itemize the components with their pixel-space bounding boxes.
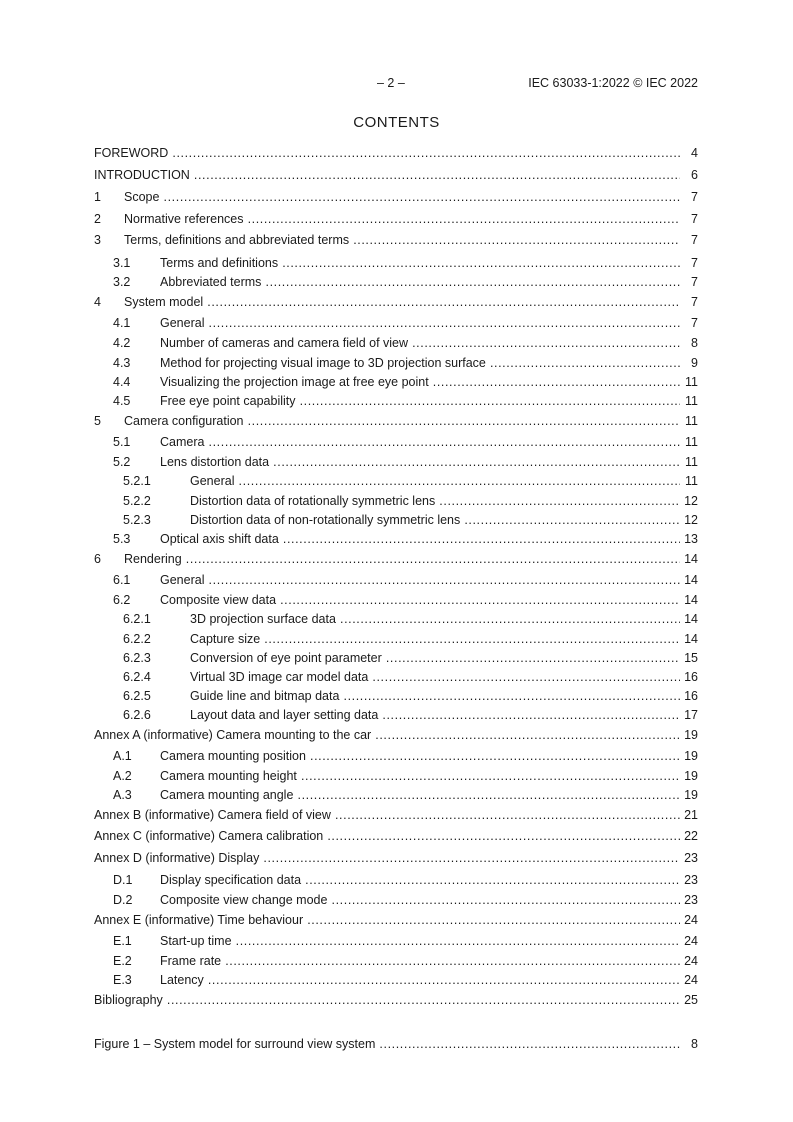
toc-entry[interactable] [94, 631, 698, 647]
toc-entry-label: Conversion of eye point parameter [190, 651, 382, 665]
toc-entry[interactable] [94, 189, 698, 205]
toc-entry-page: 11 [685, 455, 698, 469]
toc-entry-label: Camera [160, 435, 205, 449]
toc-entry-label: Camera mounting height [160, 769, 297, 783]
toc-entry-number: 2 [94, 212, 101, 226]
toc-entry-label: Camera configuration [124, 414, 244, 428]
toc-entry-label: Composite view change mode [160, 893, 328, 907]
toc-entry-leader [190, 707, 680, 723]
toc-entry-label: Method for projecting visual image to 3D projection surface [160, 356, 486, 370]
toc-entry-page: 19 [684, 728, 698, 742]
toc-entry-leader [160, 335, 680, 351]
toc-entry-page: 9 [691, 356, 698, 370]
toc-entry-leader [160, 393, 680, 409]
toc-entry[interactable] [94, 355, 698, 371]
toc-entry-page: 14 [684, 632, 698, 646]
toc-entry[interactable] [94, 167, 698, 183]
toc-entry-page: 8 [691, 336, 698, 350]
figure-list-entry[interactable] [94, 1036, 698, 1052]
toc-entry-page: 14 [684, 612, 698, 626]
toc-entry-leader [160, 872, 680, 888]
toc-entry[interactable] [94, 211, 698, 227]
toc-entry-page: 19 [684, 749, 698, 763]
toc-entry-number: D.2 [113, 893, 133, 907]
toc-entry-number: 5.3 [113, 532, 131, 546]
toc-entry-label: Scope [124, 190, 160, 204]
toc-entry[interactable] [94, 374, 698, 390]
toc-entry-number: 6.2.2 [123, 632, 151, 646]
toc-entry[interactable] [94, 531, 698, 547]
toc-entry[interactable] [94, 669, 698, 685]
toc-entry-leader [160, 355, 680, 371]
toc-entry-page: 24 [684, 954, 698, 968]
toc-entry-leader [160, 748, 680, 764]
toc-entry[interactable] [94, 145, 698, 161]
toc-entry-leader [160, 768, 680, 784]
toc-entry-number: 5.2 [113, 455, 131, 469]
toc-entry-number: 5 [94, 414, 101, 428]
toc-entry-page: 14 [684, 573, 698, 587]
toc-entry-leader [160, 315, 680, 331]
toc-entry-leader [94, 1036, 680, 1052]
toc-entry-page: 4 [691, 146, 698, 160]
toc-entry[interactable] [94, 434, 698, 450]
toc-entry-leader [94, 145, 680, 161]
toc-entry-number: 5.2.1 [123, 474, 151, 488]
toc-entry[interactable] [94, 335, 698, 351]
toc-entry-page: 7 [691, 233, 698, 247]
toc-entry-page: 16 [684, 689, 698, 703]
toc-entry[interactable] [94, 972, 698, 988]
toc-entry[interactable] [94, 872, 698, 888]
toc-entry[interactable] [94, 551, 698, 567]
toc-entry-leader [124, 294, 680, 310]
toc-entry-label: Bibliography [94, 993, 163, 1007]
toc-entry[interactable] [94, 572, 698, 588]
toc-entry-page: 7 [691, 212, 698, 226]
toc-entry-number: 6.2.1 [123, 612, 151, 626]
page-number: – 2 – [377, 76, 405, 90]
toc-entry[interactable] [94, 787, 698, 803]
toc-entry-label: Abbreviated terms [160, 275, 262, 289]
toc-entry-leader [94, 828, 680, 844]
toc-entry-page: 8 [691, 1037, 698, 1051]
toc-entry-label: Rendering [124, 552, 182, 566]
toc-entry-label: INTRODUCTION [94, 168, 190, 182]
toc-entry[interactable] [94, 592, 698, 608]
toc-entry-label: Normative references [124, 212, 244, 226]
toc-entry[interactable] [94, 992, 698, 1008]
toc-entry-label: 3D projection surface data [190, 612, 336, 626]
toc-entry-page: 17 [684, 708, 698, 722]
toc-entry[interactable] [94, 828, 698, 844]
toc-entry-label: FOREWORD [94, 146, 169, 160]
toc-entry-page: 23 [684, 893, 698, 907]
toc-entry-leader [124, 551, 680, 567]
toc-entry-page: 19 [684, 769, 698, 783]
toc-entry-page: 11 [685, 474, 698, 488]
toc-entry-label: Virtual 3D image car model data [190, 670, 369, 684]
toc-entry-leader [160, 274, 680, 290]
toc-entry-number: 6.1 [113, 573, 131, 587]
toc-entry-label: General [160, 316, 205, 330]
toc-entry-page: 12 [684, 513, 698, 527]
toc-entry-number: 4.5 [113, 394, 131, 408]
toc-entry-page: 7 [691, 316, 698, 330]
toc-entry-label: Latency [160, 973, 204, 987]
toc-entry[interactable] [94, 688, 698, 704]
toc-entry-page: 7 [691, 275, 698, 289]
toc-entry-leader [190, 688, 680, 704]
toc-entry-label: Camera mounting angle [160, 788, 294, 802]
toc-entry-leader [94, 992, 680, 1008]
toc-entry-number: E.1 [113, 934, 132, 948]
toc-entry-leader [94, 727, 680, 743]
toc-entry[interactable] [94, 413, 698, 429]
toc-entry-number: 6 [94, 552, 101, 566]
toc-entry-leader [160, 255, 680, 271]
toc-entry-leader [190, 473, 680, 489]
toc-entry-page: 16 [684, 670, 698, 684]
toc-entry-leader [160, 892, 680, 908]
toc-entry[interactable] [94, 850, 698, 866]
toc-entry-label: Composite view data [160, 593, 277, 607]
toc-entry-number: D.1 [113, 873, 133, 887]
toc-entry-label: Terms, definitions and abbreviated terms [124, 233, 350, 247]
toc-entry-number: 3.1 [113, 256, 131, 270]
toc-entry-label: Display specification data [160, 873, 302, 887]
toc-entry[interactable] [94, 473, 698, 489]
toc-entry-number: 6.2.6 [123, 708, 151, 722]
toc-entry-page: 11 [685, 375, 698, 389]
toc-entry-leader [160, 531, 680, 547]
toc-entry-number: 4.2 [113, 336, 131, 350]
toc-entry[interactable] [94, 650, 698, 666]
toc-entry[interactable] [94, 315, 698, 331]
toc-entry-number: 4.3 [113, 356, 131, 370]
standard-reference: IEC 63033-1:2022 © IEC 2022 [528, 76, 698, 90]
toc-entry[interactable] [94, 807, 698, 823]
toc-entry-page: 23 [684, 851, 698, 865]
toc-entry-leader [124, 189, 680, 205]
toc-entry-label: Free eye point capability [160, 394, 296, 408]
toc-entry[interactable] [94, 611, 698, 627]
toc-entry-label: Lens distortion data [160, 455, 270, 469]
toc-entry[interactable] [94, 912, 698, 928]
toc-entry-label: Figure 1 – System model for surround view system [94, 1037, 376, 1051]
toc-entry-label: Layout data and layer setting data [190, 708, 379, 722]
toc-entry-number: 6.2.3 [123, 651, 151, 665]
toc-entry-label: Start-up time [160, 934, 232, 948]
toc-entry-page: 25 [684, 993, 698, 1007]
toc-entry-leader [190, 650, 680, 666]
toc-entry-label: Distortion data of non-rotationally symmetric lens [190, 513, 461, 527]
toc-entry[interactable] [94, 294, 698, 310]
toc-entry[interactable] [94, 512, 698, 528]
toc-entry-leader [160, 953, 680, 969]
toc-entry-number: 3 [94, 233, 101, 247]
toc-entry-number: E.2 [113, 954, 132, 968]
toc-entry-leader [160, 592, 680, 608]
toc-entry-label: Annex B (informative) Camera field of view [94, 808, 331, 822]
toc-entry[interactable] [94, 274, 698, 290]
toc-entry-leader [94, 807, 680, 823]
toc-entry-label: Frame rate [160, 954, 222, 968]
toc-entry-label: Number of cameras and camera field of view [160, 336, 409, 350]
toc-entry-leader [124, 413, 680, 429]
toc-entry[interactable] [94, 892, 698, 908]
toc-entry-leader [160, 972, 680, 988]
toc-entry-leader [160, 434, 680, 450]
toc-entry-label: Optical axis shift data [160, 532, 279, 546]
toc-entry-label: Capture size [190, 632, 261, 646]
toc-entry-page: 7 [691, 256, 698, 270]
contents-title: CONTENTS [353, 114, 440, 131]
toc-entry-page: 24 [684, 973, 698, 987]
toc-entry-page: 24 [684, 913, 698, 927]
toc-entry-leader [124, 232, 680, 248]
toc-entry[interactable] [94, 493, 698, 509]
toc-entry-number: E.3 [113, 973, 132, 987]
toc-entry-label: System model [124, 295, 204, 309]
toc-entry-page: 13 [684, 532, 698, 546]
toc-entry-page: 6 [691, 168, 698, 182]
toc-entry-leader [160, 933, 680, 949]
toc-entry[interactable] [94, 768, 698, 784]
toc-entry-number: 6.2 [113, 593, 131, 607]
toc-entry-page: 11 [685, 435, 698, 449]
toc-entry-page: 22 [684, 829, 698, 843]
page-header [94, 76, 698, 94]
toc-entry-leader [160, 572, 680, 588]
toc-entry[interactable] [94, 454, 698, 470]
toc-entry-number: A.1 [113, 749, 132, 763]
toc-entry-number: 1 [94, 190, 101, 204]
toc-entry-label: Guide line and bitmap data [190, 689, 340, 703]
toc-entry-leader [94, 850, 680, 866]
toc-entry-number: A.3 [113, 788, 132, 802]
toc-entry-label: Terms and definitions [160, 256, 279, 270]
toc-entry-leader [190, 669, 680, 685]
toc-entry[interactable] [94, 255, 698, 271]
toc-entry-page: 12 [684, 494, 698, 508]
toc-entry-leader [160, 374, 680, 390]
toc-entry-number: 4.4 [113, 375, 131, 389]
toc-entry-leader [190, 631, 680, 647]
toc-entry-number: 6.2.5 [123, 689, 151, 703]
toc-entry-page: 21 [684, 808, 698, 822]
toc-entry[interactable] [94, 933, 698, 949]
toc-entry-page: 14 [684, 593, 698, 607]
toc-entry[interactable] [94, 727, 698, 743]
toc-entry-number: 6.2.4 [123, 670, 151, 684]
toc-entry-label: General [160, 573, 205, 587]
toc-entry-number: 3.2 [113, 275, 131, 289]
toc-entry-number: 4 [94, 295, 101, 309]
toc-entry-leader [94, 167, 680, 183]
toc-entry[interactable] [94, 232, 698, 248]
toc-entry-leader [190, 512, 680, 528]
toc-entry-page: 11 [685, 414, 698, 428]
toc-entry-label: Camera mounting position [160, 749, 306, 763]
toc-entry-label: Distortion data of rotationally symmetric lens [190, 494, 436, 508]
toc-entry-leader [124, 211, 680, 227]
toc-entry-page: 24 [684, 934, 698, 948]
toc-entry-label: Annex C (informative) Camera calibration [94, 829, 324, 843]
toc-entry-label: Annex D (informative) Display [94, 851, 260, 865]
toc-entry-page: 19 [684, 788, 698, 802]
toc-entry-leader [190, 611, 680, 627]
toc-entry-label: General [190, 474, 235, 488]
toc-entry-page: 14 [684, 552, 698, 566]
toc-entry-number: 5.1 [113, 435, 131, 449]
toc-entry-leader [190, 493, 680, 509]
toc-entry-page: 23 [684, 873, 698, 887]
toc-entry[interactable] [94, 393, 698, 409]
toc-entry-page: 7 [691, 295, 698, 309]
toc-entry-leader [160, 787, 680, 803]
toc-entry-label: Visualizing the projection image at free eye point [160, 375, 429, 389]
toc-entry-number: 5.2.2 [123, 494, 151, 508]
toc-entry[interactable] [94, 748, 698, 764]
toc-entry-number: 5.2.3 [123, 513, 151, 527]
toc-entry-leader [94, 912, 680, 928]
toc-entry-page: 15 [684, 651, 698, 665]
toc-entry-number: 4.1 [113, 316, 131, 330]
toc-entry-number: A.2 [113, 769, 132, 783]
toc-entry-label: Annex E (informative) Time behaviour [94, 913, 304, 927]
toc-entry-label: Annex A (informative) Camera mounting to the car [94, 728, 372, 742]
toc-entry-page: 11 [685, 394, 698, 408]
toc-entry[interactable] [94, 707, 698, 723]
toc-entry-page: 7 [691, 190, 698, 204]
toc-entry[interactable] [94, 953, 698, 969]
toc-entry-leader [160, 454, 680, 470]
